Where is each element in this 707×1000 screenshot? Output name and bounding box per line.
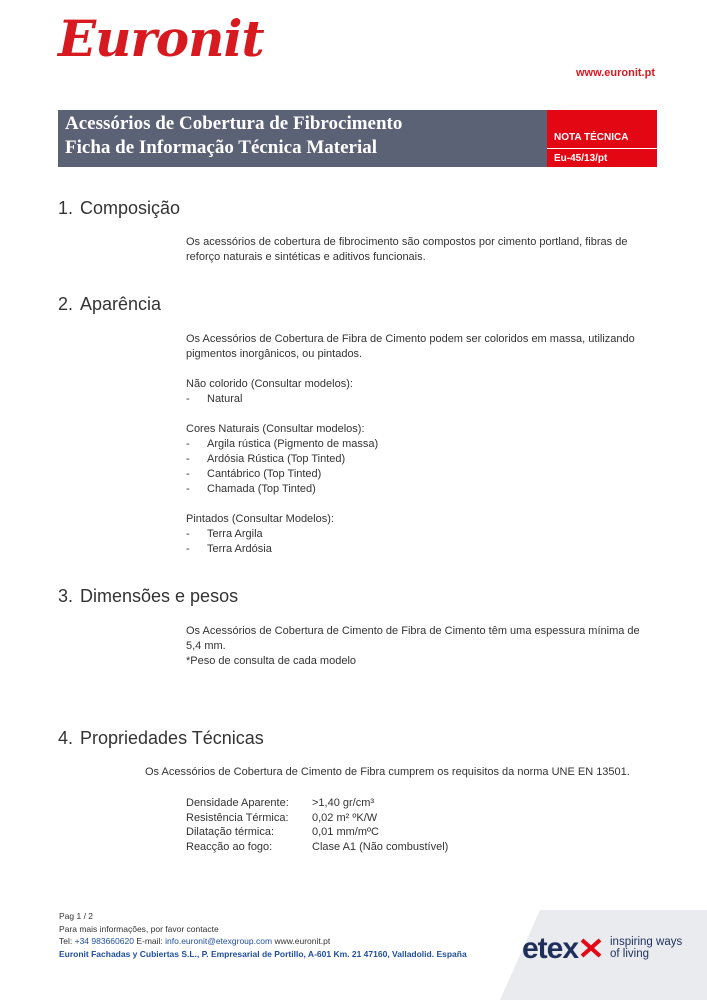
- dimensions-block: [186, 624, 646, 669]
- contact-line: Para mais informações, por favor contacte: [59, 923, 219, 934]
- section-number: 4.: [58, 728, 74, 748]
- etex-wordmark: etex: [522, 932, 579, 965]
- property-row: Resistência Térmica: 0,02 m² ºK/W: [186, 811, 378, 824]
- etex-tagline: inspiring ways of living: [610, 936, 683, 960]
- section-number: 2.: [58, 294, 74, 314]
- list-item: - Argila rústica (Pigmento de massa): [186, 438, 379, 450]
- list-item: - Terra Argila: [186, 528, 263, 540]
- property-row: Densidade Aparente: >1,40 gr/cm³: [186, 797, 375, 809]
- list-item: - Chamada (Top Tinted): [186, 483, 316, 495]
- divider: [547, 148, 657, 149]
- email-link[interactable]: info.euronit@etexgroup.com: [165, 936, 273, 946]
- section-heading-appearance: [58, 294, 161, 315]
- technical-note-code: Eu-45/13/pt: [554, 153, 608, 164]
- section-title: Propriedades Técnicas: [80, 728, 264, 748]
- list-item: - Cantábrico (Top Tinted): [186, 468, 322, 480]
- page-footer: [59, 910, 467, 960]
- page-number: Pag 1 / 2: [59, 911, 94, 921]
- document-title: Acessórios de Cobertura de Fibrocimento: [65, 113, 403, 134]
- group-heading: Cores Naturais (Consultar modelos):: [186, 423, 365, 435]
- section-heading-dimensions: [58, 586, 238, 607]
- dimensions-text: Os Acessórios de Cobertura de Cimento de Fibra de Cimento têm uma espessura mínima de 5,4 mm.: [186, 625, 640, 652]
- appearance-block: [186, 332, 646, 557]
- phone-link[interactable]: +34 983660620: [74, 936, 134, 946]
- list-item: - Natural: [186, 393, 243, 405]
- properties-table: [186, 796, 448, 854]
- website-url[interactable]: www.euronit.pt: [575, 67, 655, 79]
- document-subtitle: Ficha de Informação Técnica Material: [65, 137, 378, 158]
- web-link[interactable]: www.euronit.pt: [274, 936, 331, 946]
- section-title: Aparência: [80, 294, 162, 314]
- section-number: 3.: [58, 586, 74, 606]
- property-row: Reacção ao fogo: Clase A1 (Não combustível): [186, 840, 449, 853]
- title-box: [58, 110, 547, 167]
- technical-note-label: NOTA TÉCNICA: [554, 132, 629, 143]
- technical-note-box: [547, 110, 657, 167]
- group-heading: Não colorido (Consultar modelos):: [186, 378, 353, 390]
- document-header: [58, 110, 657, 167]
- list-item: - Terra Ardósia: [186, 543, 272, 555]
- euronit-logo: Euronit: [58, 9, 264, 68]
- list-item: - Ardósia Rústica (Top Tinted): [186, 453, 346, 465]
- section-heading-composition: [58, 198, 180, 219]
- section-number: 1.: [58, 198, 74, 218]
- etex-logo: [500, 910, 707, 1000]
- section-title: Dimensões e pesos: [80, 586, 239, 606]
- technical-properties-text: Os Acessórios de Cobertura de Cimento de Fibra cumprem os requisitos da norma UNE EN 13501.: [145, 766, 630, 778]
- contact-details: Tel: +34 983660620 E-mail: info.euronit@etexgroup.com www.euronit.pt: [59, 936, 331, 946]
- group-heading: Pintados (Consultar Modelos):: [186, 513, 334, 525]
- property-row: Dilatação térmica: 0,01 mm/mºC: [186, 826, 379, 838]
- weight-note: *Peso de consulta de cada modelo: [186, 655, 357, 667]
- composition-text: Os acessórios de cobertura de fibrocimento são compostos por cimento portland, fibras de reforço naturais e sintéticas e aditivos funcionais.: [186, 236, 628, 263]
- company-address: Euronit Fachadas y Cubiertas S.L., P. Empresarial de Portillo, A-601 Km. 21 47160, Valladolid. España: [59, 948, 467, 959]
- appearance-intro: Os Acessórios de Cobertura de Fibra de Cimento podem ser coloridos em massa, utilizando pigmentos inorgânicos, ou pintados.: [186, 333, 635, 360]
- section-heading-technical-properties: [58, 728, 264, 749]
- section-title: Composição: [80, 198, 181, 218]
